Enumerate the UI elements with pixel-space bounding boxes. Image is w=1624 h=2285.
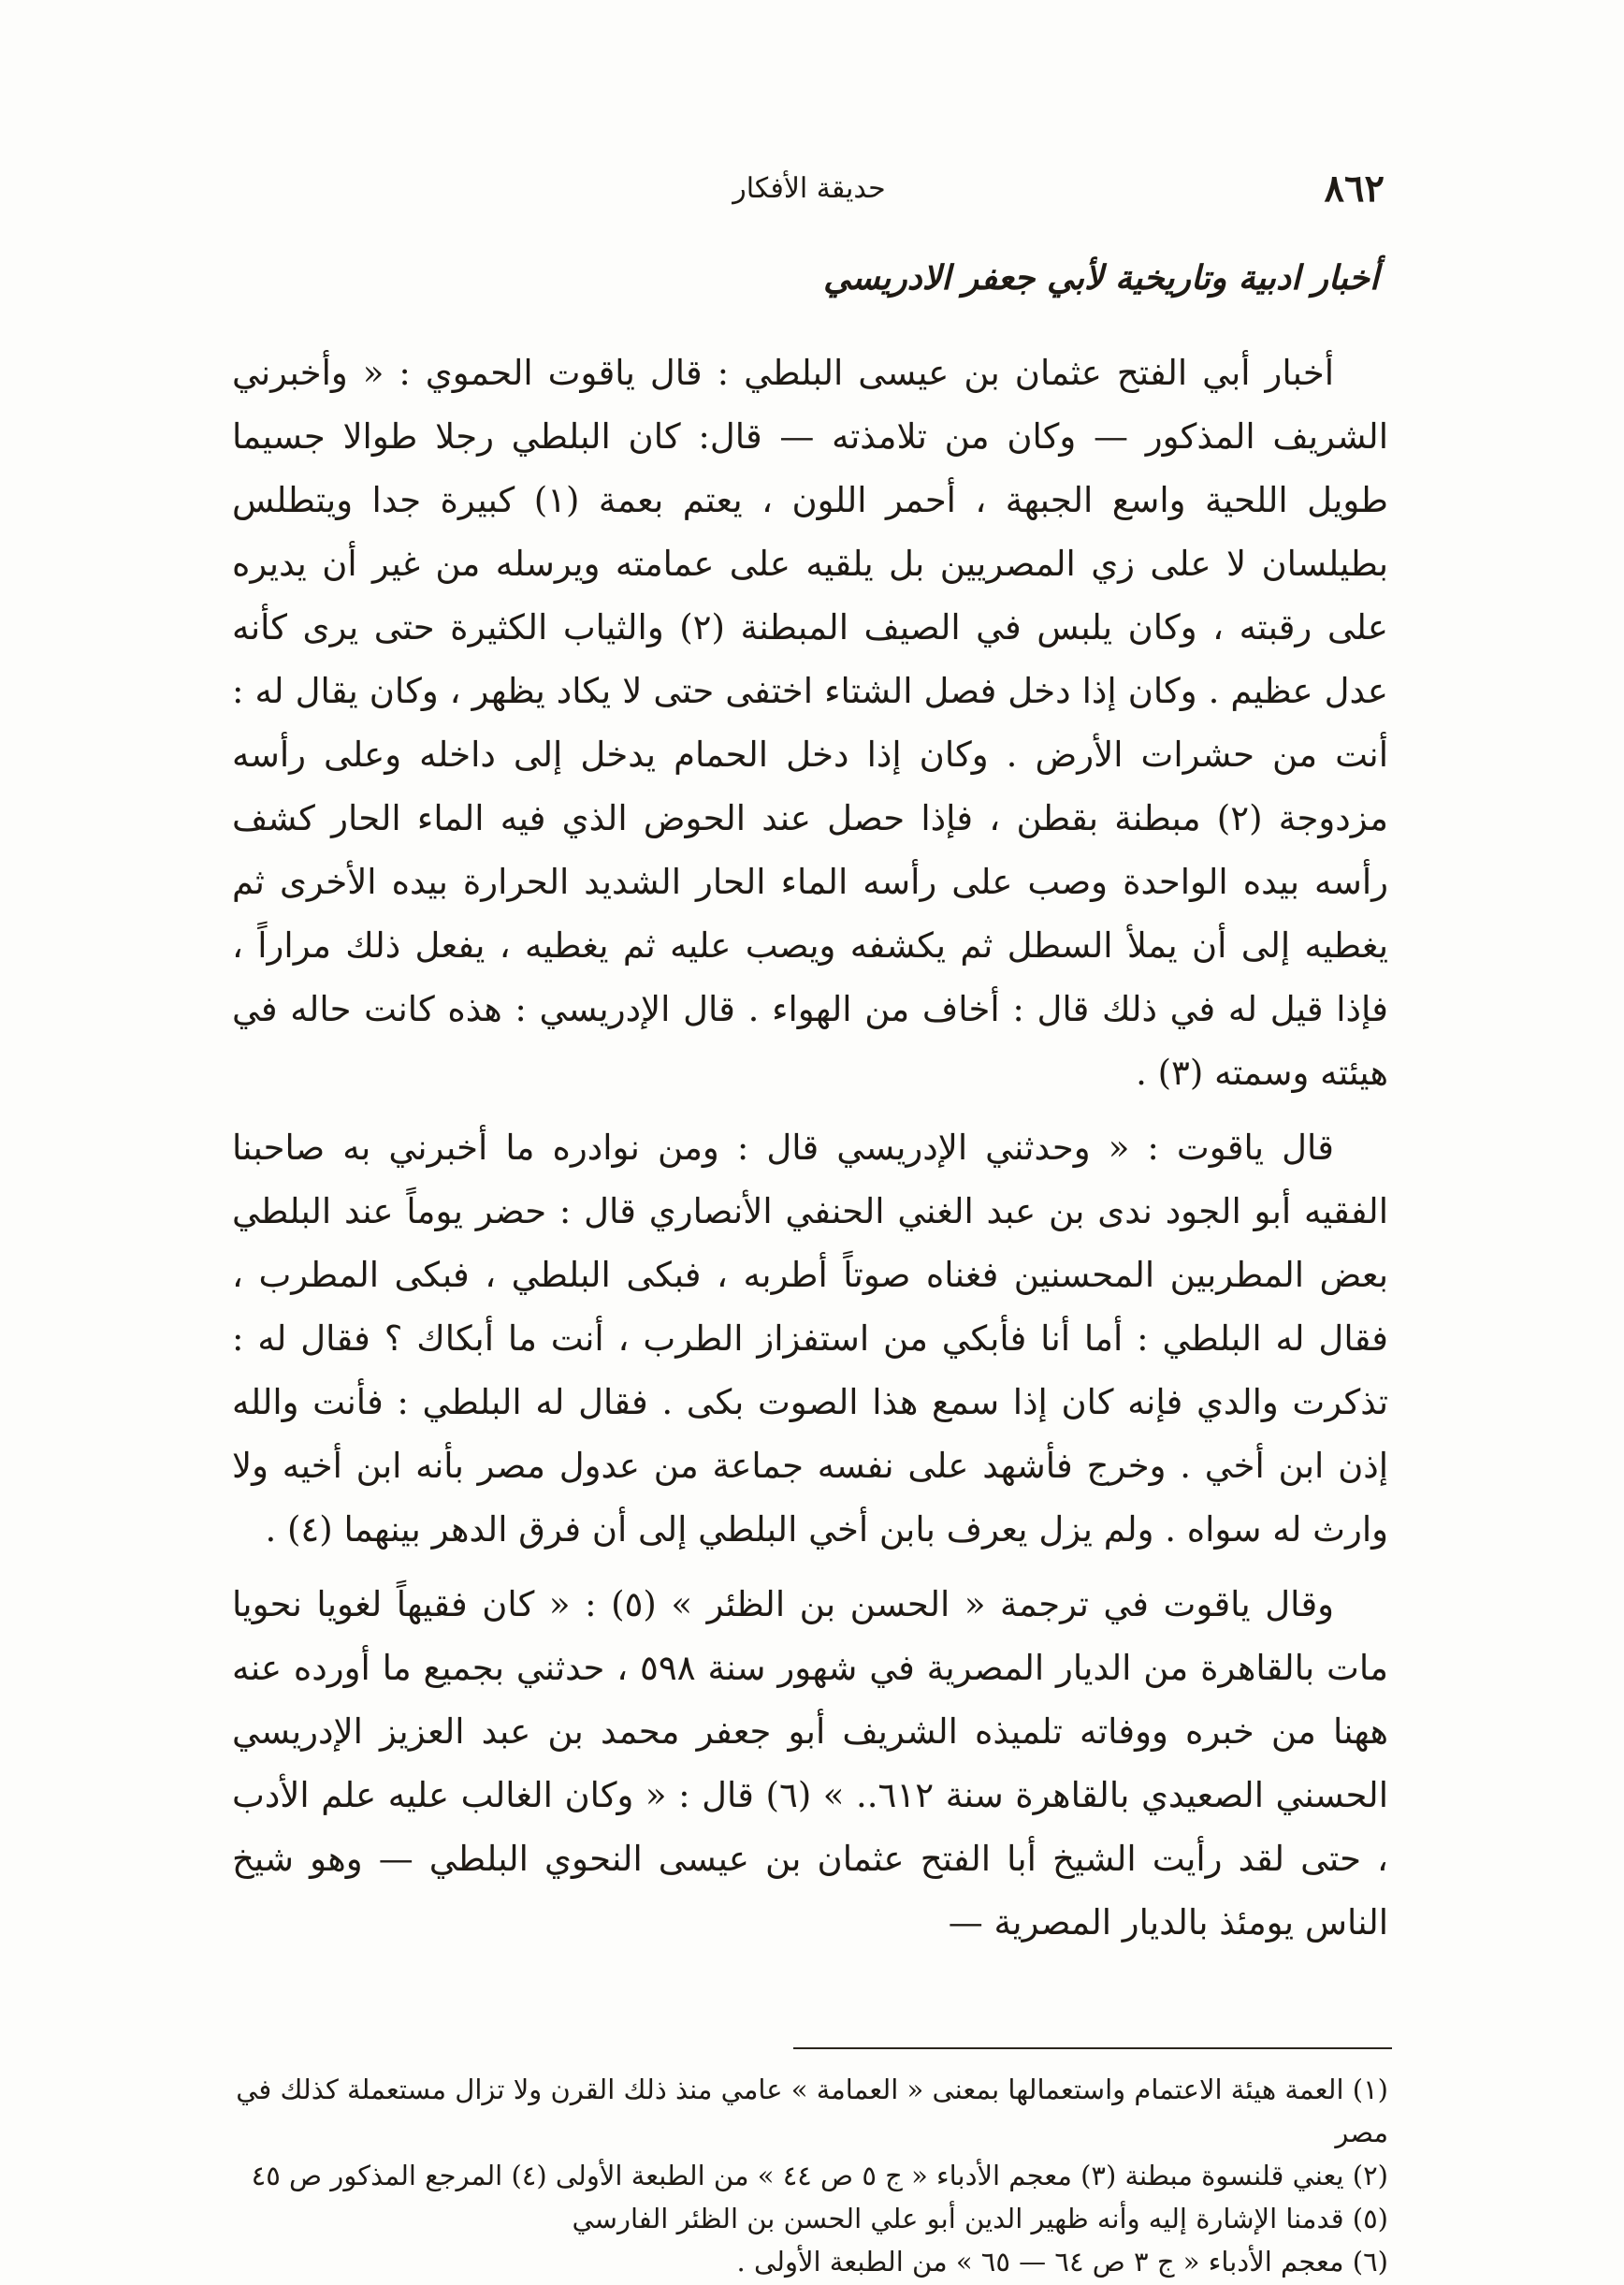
paragraph: قال ياقوت : « وحدثني الإدريسي قال : ومن نوادره ما أخبرني به صاحبنا الفقيه أبو الجود ندى بن عبد الغني الحنفي الأنصاري قال : حضر يوماً عند البلطي بعض المطربين المحسنين فغناه صوتاً أطربه ، فبكى البلطي ، فبكى المطرب ، فقال له البلطي : أما أنا فأبكي من استفزاز الطرب ، أنت ما أبكاك ؟ فقال له : تذكرت والدي فإنه كان إذا سمع هذا الصوت بكى . فقال له البلطي : فأنت والله إذن ابن أخي . وخرج فأشهد على نفسه جماعة من عدول مصر بأنه ابن أخيه ولا وارث له سواه . ولم يزل يعرف بابن أخي البلطي إلى أن فرق الدهر بينهما (٤) . — [232, 1128, 1388, 1550]
footnote: (٢) يعني قلنسوة مبطنة (٣) معجم الأدباء « ج ٥ ص ٤٤ » من الطبعة الأولى (٤) المرجع المذكور ص ٤٥ (٥) قدمنا الإشارة إليه وأنه ظهير الدين أبو علي الحسن بن الظئر الفارسي — [251, 2160, 1388, 2234]
section-title: أخبار ادبية وتاريخية لأبي جعفر الادريسي — [823, 258, 1379, 298]
footnotes — [232, 2068, 1388, 2283]
page-number: ٨٦٢ — [1324, 167, 1385, 211]
paragraph: وقال ياقوت في ترجمة « الحسن بن الظئر » (٥) : « كان فقيهاً لغويا نحويا مات بالقاهرة من الديار المصرية في شهور سنة ٥٩٨ ، حدثني بجميع ما أورده عنه ههنا من خبره ووفاته تلميذه الشريف أبو جعفر محمد بن عبد العزيز الإدريسي الحسني الصعيدي بالقاهرة سنة ٦١٢.. » (٦) قال : « وكان الغالب عليه علم الأدب ، حتى لقد رأيت الشيخ أبا الفتح عثمان بن عيسى النحوي البلطي — وهو شيخ الناس يومئذ بالديار المصرية — — [232, 1584, 1388, 1943]
page-header — [234, 167, 1385, 223]
body-text — [232, 342, 1388, 1966]
footnote-separator — [793, 2047, 1392, 2049]
footnote: (٦) معجم الأدباء « ج ٣ ص ٦٤ — ٦٥ » من الطبعة الأولى . — [736, 2246, 1388, 2278]
paragraph: أخبار أبي الفتح عثمان بن عيسى البلطي : قال ياقوت الحموي : « وأخبرني الشريف المذكور — وكان من تلامذته — قال: كان البلطي رجلا طوالا جسيما طويل اللحية واسع الجبهة ، أحمر اللون ، يعتم بعمة (١) كبيرة جدا ويتطلس بطيلسان لا على زي المصريين بل يلقيه على عمامته ويرسله من غير أن يديره على رقبته ، وكان يلبس في الصيف المبطنة (٢) والثياب الكثيرة حتى يرى كأنه عدل عظيم . وكان إذا دخل فصل الشتاء اختفى حتى لا يكاد يظهر ، وكان يقال له : أنت من حشرات الأرض . وكان إذا دخل الحمام يدخل إلى داخله وعلى رأسه مزدوجة (٢) مبطنة بقطن ، فإذا حصل عند الحوض الذي فيه الماء الحار كشف رأسه بيده الواحدة وصب على رأسه الماء الحار الشديد الحرارة بيده الأخرى ثم يغطيه إلى أن يملأ السطل ثم يكشفه ويصب عليه ثم يغطيه ، يفعل ذلك مراراً ، فإذا قيل له في ذلك قال : أخاف من الهواء . قال الإدريسي : هذه كانت حاله في هيئته وسمته (٣) . — [232, 353, 1388, 1093]
footnote: (١) العمة هيئة الاعتمام واستعمالها بمعنى « العمامة » عامي منذ ذلك القرن ولا تزال مستعملة كذلك في مصر — [236, 2074, 1388, 2148]
running-title: حديقة الأفكار — [732, 172, 886, 205]
